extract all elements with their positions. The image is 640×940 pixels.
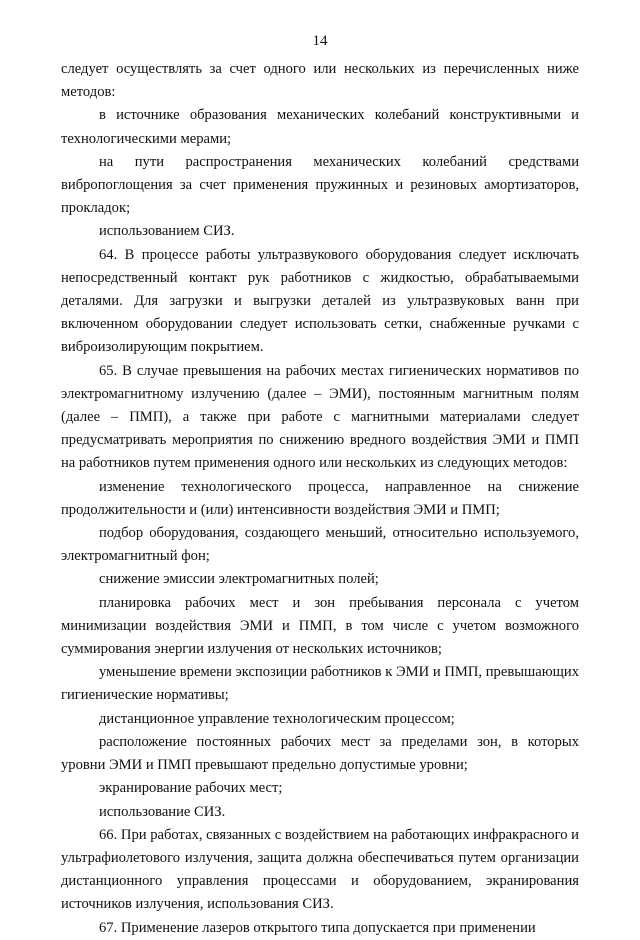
paragraph-64: 64. В процессе работы ультразвукового оборудования следует исключать непосредственный контакт рук работников с жидкостью, обрабатываемыми деталями. Для загрузки и выгрузки деталей из ультразвуковых ванн при включенном оборудовании следует использовать сетки, снабженные ручками с виброизолирующим покрытием.: [61, 246, 579, 356]
list-item-emission-reduction: снижение эмиссии электромагнитных полей;: [99, 571, 379, 588]
list-item-ppe: использованием СИЗ.: [99, 223, 235, 240]
paragraph-65: 65. В случае превышения на рабочих местах гигиенических нормативов по электромагнитному излучению (далее – ЭМИ), постоянным магнитным полям (далее – ПМП), а также при работе с магнитными материалами следует предусматривать мероприятия по снижению вредного воздействия ЭМИ и ПМП на работников путем применения одного или нескольких из следующих методов:: [61, 362, 579, 472]
list-item-propagation-measures: на пути распространения механических колебаний средствами вибропоглощения за счет применения пружинных и резиновых амортизаторов, прокладок;: [61, 153, 579, 217]
list-item-workplace-layout: планировка рабочих мест и зон пребывания персонала с учетом минимизации воздействия ЭМИ и ПМП, в том числе с учетом возможного суммирования энергии излучения от нескольких источников;: [61, 594, 579, 658]
document-body: [61, 58, 579, 940]
paragraph-66: 66. При работах, связанных с воздействием на работающих инфракрасного и ультрафиолетового излучения, защита должна обеспечиваться путем организации дистанционного управления процессами и оборудованием, экранирования источников излучения, использования СИЗ.: [61, 826, 579, 913]
paragraph-67: 67. Применение лазеров открытого типа допускается при применении: [99, 919, 536, 936]
list-item-shielding: экранирование рабочих мест;: [99, 780, 283, 797]
list-item-process-change: изменение технологического процесса, направленное на снижение продолжительности и (или) интенсивности воздействия ЭМИ и ПМП;: [61, 478, 579, 518]
paragraph-continuation: следует осуществлять за счет одного или нескольких из перечисленных ниже методов:: [61, 61, 579, 101]
page-number: 14: [312, 33, 328, 49]
list-item-workplace-location: расположение постоянных рабочих мест за пределами зон, в которых уровни ЭМИ и ПМП превышают предельно допустимые уровни;: [61, 733, 579, 774]
list-item-exposure-time: уменьшение времени экспозиции работников к ЭМИ и ПМП, превышающих гигиенические нормативы;: [61, 664, 579, 704]
list-item-equipment-selection: подбор оборудования, создающего меньший, относительно используемого, электромагнитный фон;: [61, 525, 579, 565]
list-item-source-measures: в источнике образования механических колебаний конструктивными и технологическими мерами;: [61, 107, 579, 147]
list-item-ppe-use: использование СИЗ.: [99, 803, 226, 820]
list-item-remote-control: дистанционное управление технологическим процессом;: [99, 710, 455, 727]
